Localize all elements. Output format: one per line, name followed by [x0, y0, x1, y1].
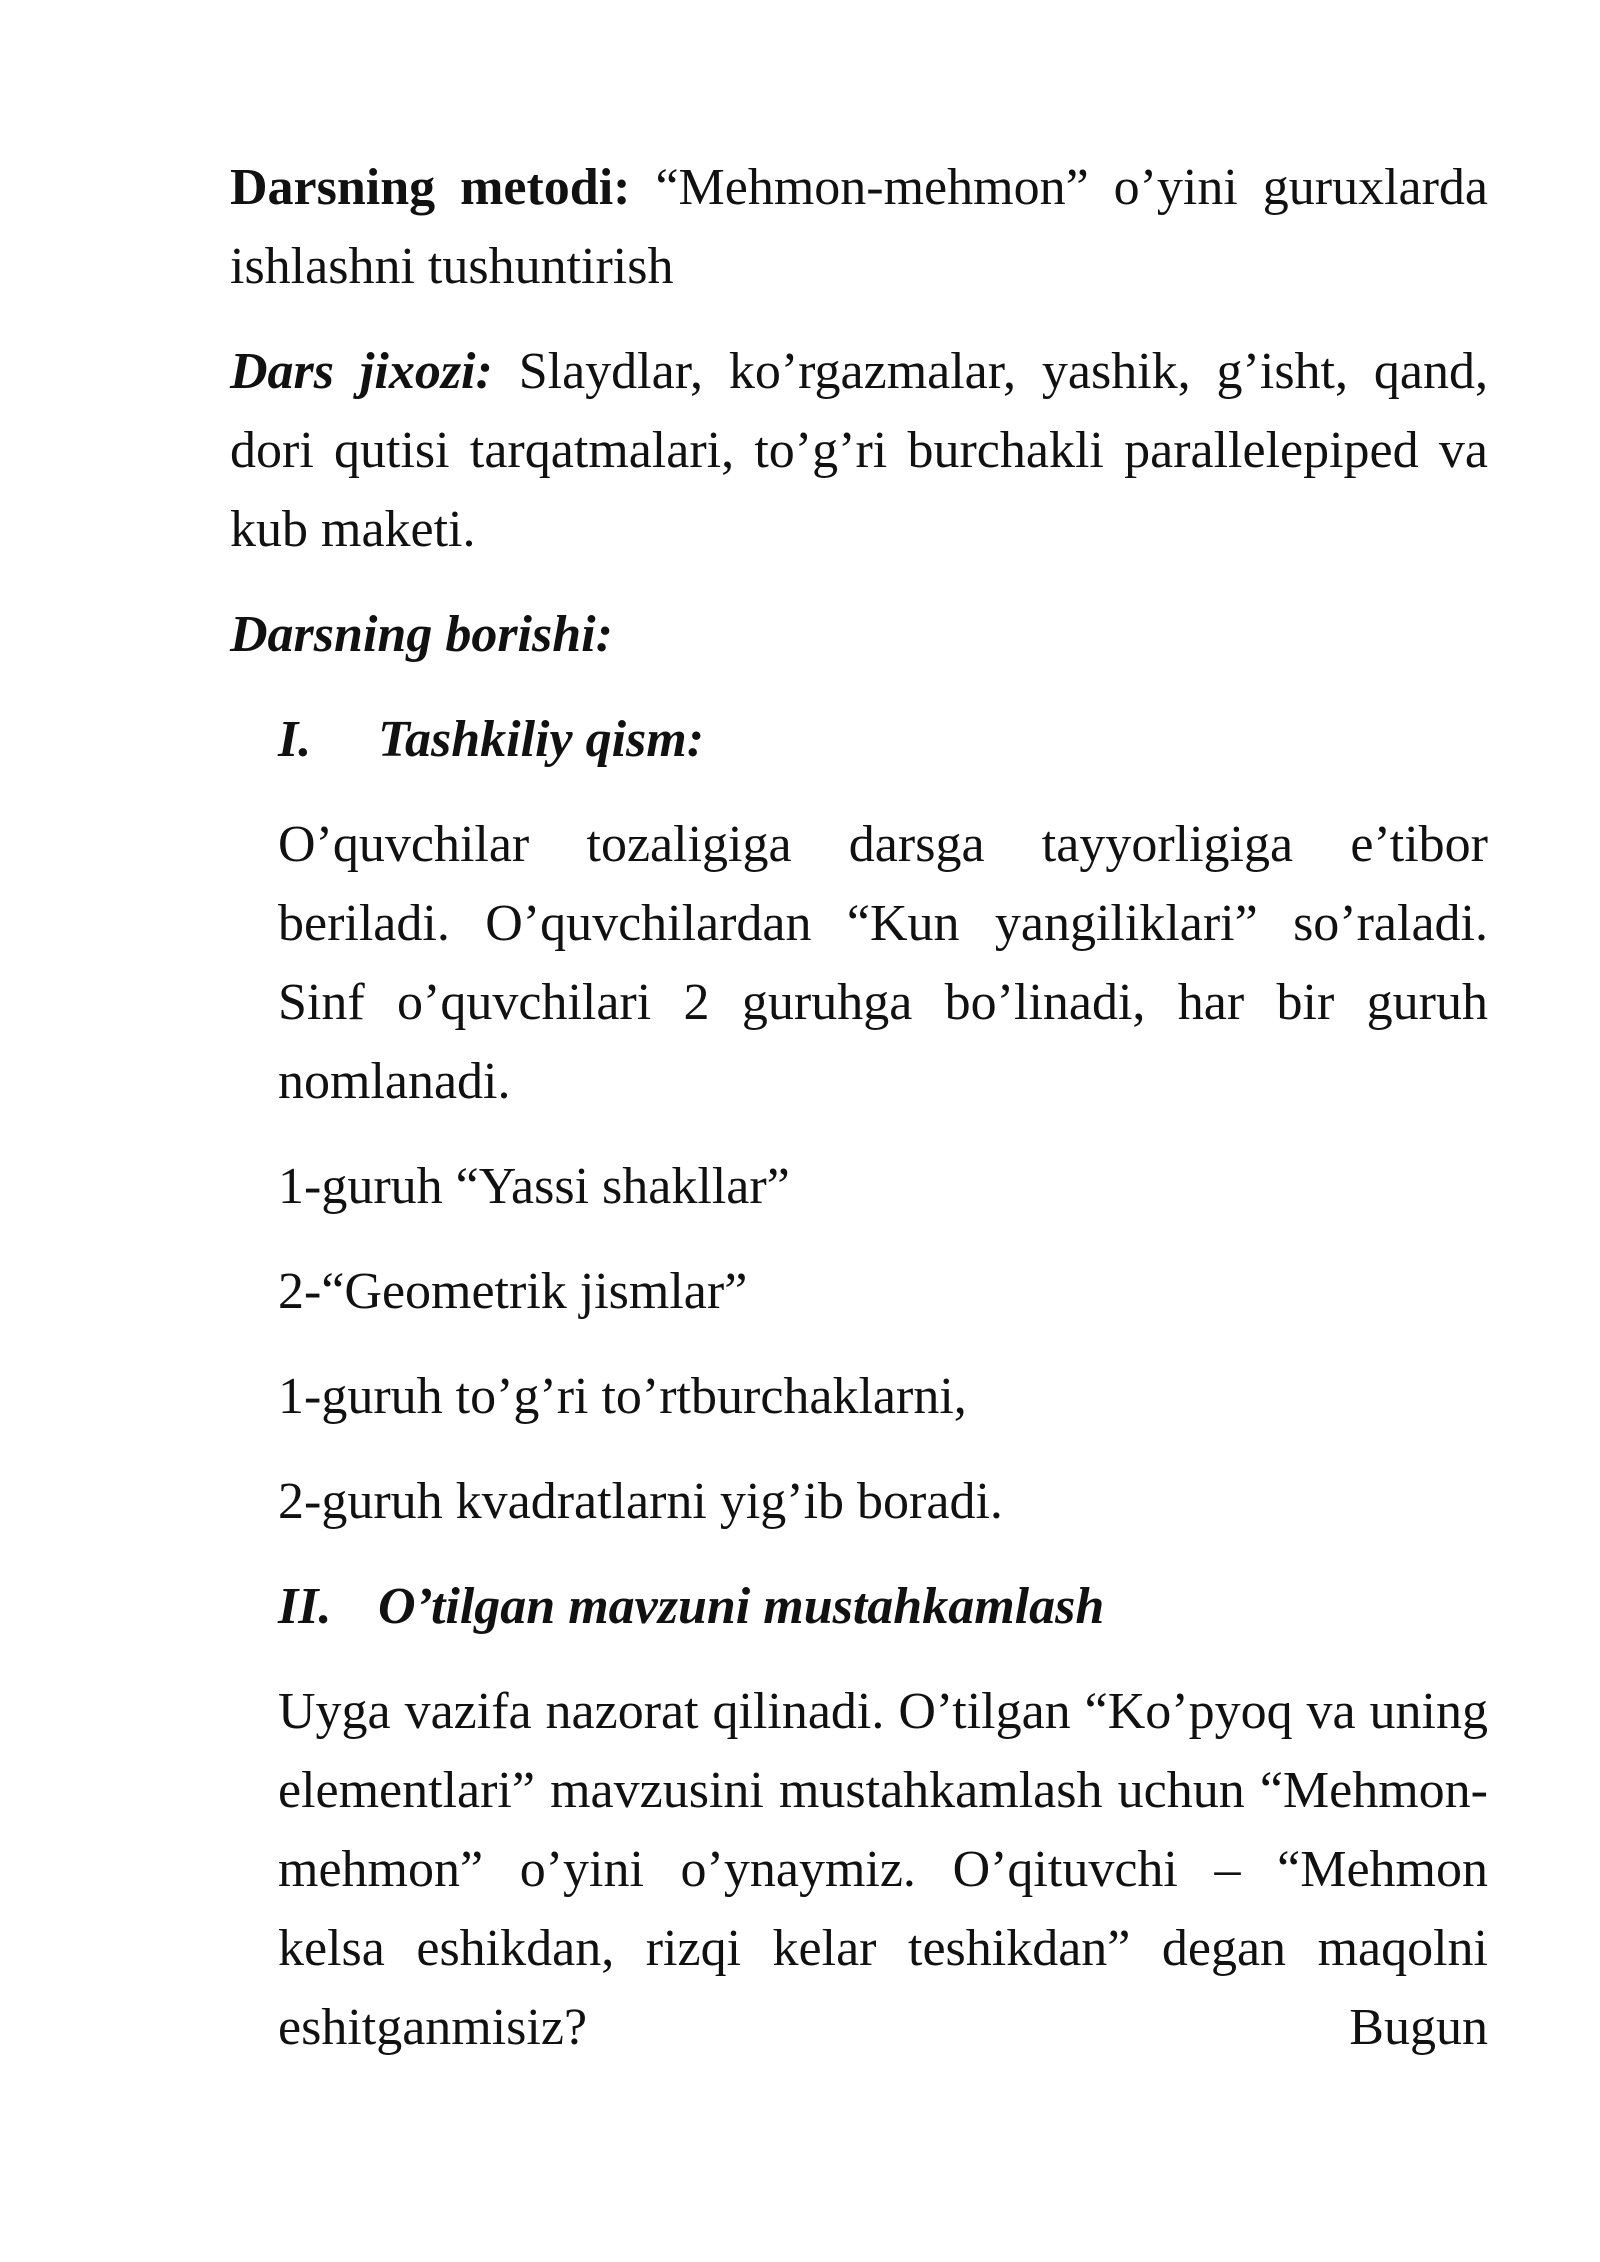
document-page: [230, 148, 1488, 2067]
section-1-line-3: 1-guruh to’g’ri to’rtburchaklarni,: [278, 1368, 967, 1425]
equipment-paragraph: [230, 332, 1488, 569]
section-2-numeral: II.: [278, 1578, 332, 1635]
section-1-numeral: I.: [278, 711, 312, 768]
section-1-line-4: 2-guruh kvadratlarni yig’ib boradi.: [278, 1473, 1003, 1530]
method-label: Darsning metodi:: [230, 159, 631, 216]
section-2-paragraph: Uyga vazifa nazorat qilinadi. O’tilgan “Ko’pyoq va uning elementlari” mavzusini mustahkamlash uchun “Mehmon-mehmon” o’yini o’ynaymiz. O’qituvchi – “Mehmon kelsa eshikdan, rizqi kelar teshikdan” degan maqolni eshitganmisiz? Bugun: [278, 1683, 1488, 2056]
section-1-heading: [230, 700, 1488, 779]
section-1-line-2: 2-“Geometrik jismlar”: [278, 1263, 748, 1320]
method-paragraph: [230, 148, 1488, 306]
section-2-heading: [230, 1567, 1488, 1646]
section-1-title: Tashkiliy qism:: [378, 711, 705, 768]
method-text: “Mehmon-mehmon” o’yini guruxlarda ishlashni tushuntirish: [230, 159, 1489, 295]
section-1-paragraph: O’quvchilar tozaligiga darsga tayyorligiga e’tibor beriladi. O’quvchilardan “Kun yangiliklari” so’raladi. Sinf o’quvchilari 2 guruhga bo’linadi, har bir guruh nomlanadi.: [278, 816, 1488, 1110]
progress-heading: Darsning borishi:: [230, 606, 613, 663]
equipment-text: Slaydlar, ko’rgazmalar, yashik, g’isht, qand, dori qutisi tarqatmalari, to’g’ri burchakli parallelepiped va kub maketi.: [230, 343, 1488, 558]
section-1-line-1: 1-guruh “Yassi shakllar”: [278, 1158, 790, 1215]
equipment-label: Dars jixozi:: [230, 343, 493, 400]
section-2-title: O’tilgan mavzuni mustahkamlash: [378, 1578, 1105, 1635]
